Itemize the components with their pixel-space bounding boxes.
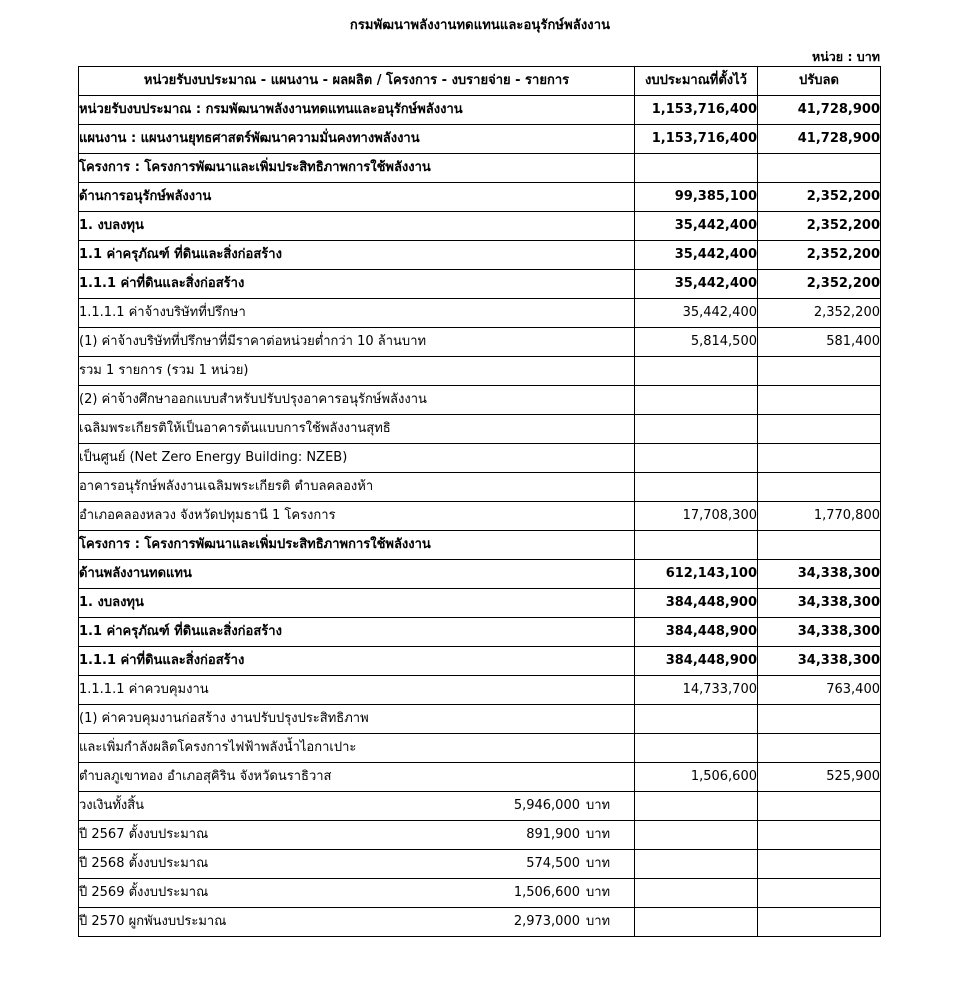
row-reduction-amount: 2,352,200 xyxy=(758,299,881,328)
row-reduction-amount: 2,352,200 xyxy=(758,241,881,270)
row-label: อาคารอนุรักษ์พลังงานเฉลิมพระเกียรติ ตำบลคลองห้า xyxy=(79,473,635,502)
year-row-cell xyxy=(79,850,635,879)
row-label: เป็นศูนย์ (Net Zero Energy Building: NZEB) xyxy=(79,444,635,473)
unit-note: หน่วย : บาท xyxy=(811,49,880,64)
row-budget-amount: 612,143,100 xyxy=(635,560,758,589)
row-budget-amount xyxy=(635,531,758,560)
row-reduction-amount: 34,338,300 xyxy=(758,647,881,676)
row-reduction-amount: 34,338,300 xyxy=(758,589,881,618)
row-budget-amount: 99,385,100 xyxy=(635,183,758,212)
row-budget-amount: 384,448,900 xyxy=(635,647,758,676)
row-reduction-amount: 2,352,200 xyxy=(758,212,881,241)
row-budget-amount: 35,442,400 xyxy=(635,212,758,241)
table-row xyxy=(79,241,881,270)
year-breakdown-row xyxy=(79,821,881,850)
table-row xyxy=(79,212,881,241)
row-reduction-amount: 41,728,900 xyxy=(758,96,881,125)
table-row xyxy=(79,299,881,328)
row-reduction-amount: 41,728,900 xyxy=(758,125,881,154)
row-budget-amount: 384,448,900 xyxy=(635,589,758,618)
row-reduction-amount xyxy=(758,531,881,560)
row-label: 1.1.1 ค่าที่ดินและสิ่งก่อสร้าง xyxy=(79,647,635,676)
row-label: ด้านพลังงานทดแทน xyxy=(79,560,635,589)
year-row-label: ปี 2569 ตั้งงบประมาณ xyxy=(79,885,209,900)
row-label: (1) ค่าจ้างบริษัทที่ปรึกษาที่มีราคาต่อหน่วยต่ำกว่า 10 ล้านบาท xyxy=(79,328,635,357)
year-row-unit: บาท xyxy=(586,798,611,813)
year-row-cell xyxy=(79,908,635,937)
year-row-amount: 1,506,600 xyxy=(513,885,580,900)
row-budget-amount xyxy=(635,734,758,763)
row-label: และเพิ่มกำลังผลิตโครงการไฟฟ้าพลังน้ำไอกาเปาะ xyxy=(79,734,635,763)
row-reduction-amount xyxy=(758,357,881,386)
row-reduction-amount xyxy=(758,444,881,473)
year-row-unit: บาท xyxy=(586,827,611,842)
year-row-label: วงเงินทั้งสิ้น xyxy=(79,798,145,813)
row-budget-amount xyxy=(635,386,758,415)
row-budget-amount xyxy=(635,821,758,850)
year-breakdown-row xyxy=(79,879,881,908)
row-label: ตำบลภูเขาทอง อำเภอสุคิริน จังหวัดนราธิวาส xyxy=(79,763,635,792)
table-row xyxy=(79,270,881,299)
row-label: โครงการ : โครงการพัฒนาและเพิ่มประสิทธิภาพการใช้พลังงาน xyxy=(79,531,635,560)
year-row-cell xyxy=(79,792,635,821)
year-row-amount: 5,946,000 xyxy=(513,798,580,813)
year-breakdown-row xyxy=(79,908,881,937)
row-reduction-amount: 34,338,300 xyxy=(758,618,881,647)
row-label: 1.1.1.1 ค่าควบคุมงาน xyxy=(79,676,635,705)
row-budget-amount xyxy=(635,879,758,908)
row-reduction-amount: 34,338,300 xyxy=(758,560,881,589)
row-label: 1.1.1 ค่าที่ดินและสิ่งก่อสร้าง xyxy=(79,270,635,299)
row-budget-amount: 1,153,716,400 xyxy=(635,96,758,125)
row-label: (2) ค่าจ้างศึกษาออกแบบสำหรับปรับปรุงอาคารอนุรักษ์พลังงาน xyxy=(79,386,635,415)
row-reduction-amount xyxy=(758,473,881,502)
table-row xyxy=(79,328,881,357)
row-label: หน่วยรับงบประมาณ : กรมพัฒนาพลังงานทดแทนและอนุรักษ์พลังงาน xyxy=(79,96,635,125)
row-label: ด้านการอนุรักษ์พลังงาน xyxy=(79,183,635,212)
row-reduction-amount: 2,352,200 xyxy=(758,183,881,212)
table-row xyxy=(79,444,881,473)
row-budget-amount: 1,506,600 xyxy=(635,763,758,792)
year-row-unit: บาท xyxy=(586,914,611,929)
row-budget-amount xyxy=(635,444,758,473)
row-budget-amount: 35,442,400 xyxy=(635,299,758,328)
table-row xyxy=(79,705,881,734)
row-reduction-amount xyxy=(758,908,881,937)
row-reduction-amount xyxy=(758,821,881,850)
row-label: 1. งบลงทุน xyxy=(79,589,635,618)
row-budget-amount xyxy=(635,357,758,386)
row-budget-amount xyxy=(635,908,758,937)
column-header-reduction: ปรับลด xyxy=(758,67,881,96)
row-reduction-amount xyxy=(758,154,881,183)
table-row xyxy=(79,357,881,386)
year-row-amount: 574,500 xyxy=(526,856,580,871)
row-label: 1.1.1.1 ค่าจ้างบริษัทที่ปรึกษา xyxy=(79,299,635,328)
table-row xyxy=(79,473,881,502)
table-row xyxy=(79,96,881,125)
column-header-description: หน่วยรับงบประมาณ - แผนงาน - ผลผลิต / โครงการ - งบรายจ่าย - รายการ xyxy=(79,67,635,96)
year-row-unit: บาท xyxy=(586,885,611,900)
row-label: 1.1 ค่าครุภัณฑ์ ที่ดินและสิ่งก่อสร้าง xyxy=(79,241,635,270)
row-label: 1.1 ค่าครุภัณฑ์ ที่ดินและสิ่งก่อสร้าง xyxy=(79,618,635,647)
column-header-budget: งบประมาณที่ตั้งไว้ xyxy=(635,67,758,96)
row-reduction-amount xyxy=(758,415,881,444)
table-header xyxy=(79,67,881,96)
table-body xyxy=(79,96,881,937)
year-breakdown-row xyxy=(79,792,881,821)
row-reduction-amount xyxy=(758,879,881,908)
row-budget-amount xyxy=(635,792,758,821)
year-row-amount: 891,900 xyxy=(526,827,580,842)
row-reduction-amount xyxy=(758,850,881,879)
row-reduction-amount: 525,900 xyxy=(758,763,881,792)
table-row xyxy=(79,415,881,444)
year-row-unit: บาท xyxy=(586,856,611,871)
row-budget-amount xyxy=(635,415,758,444)
row-budget-amount: 35,442,400 xyxy=(635,270,758,299)
table-row xyxy=(79,676,881,705)
year-row-label: ปี 2570 ผูกพันงบประมาณ xyxy=(79,914,227,929)
row-budget-amount xyxy=(635,473,758,502)
header-row xyxy=(79,67,881,96)
table-row xyxy=(79,154,881,183)
table-row xyxy=(79,183,881,212)
table-row xyxy=(79,386,881,415)
table-row xyxy=(79,502,881,531)
row-reduction-amount xyxy=(758,386,881,415)
year-row-label: ปี 2567 ตั้งงบประมาณ xyxy=(79,827,209,842)
row-label: โครงการ : โครงการพัฒนาและเพิ่มประสิทธิภาพการใช้พลังงาน xyxy=(79,154,635,183)
row-reduction-amount xyxy=(758,792,881,821)
row-reduction-amount: 763,400 xyxy=(758,676,881,705)
year-row-label: ปี 2568 ตั้งงบประมาณ xyxy=(79,856,209,871)
row-label: เฉลิมพระเกียรติให้เป็นอาคารต้นแบบการใช้พลังงานสุทธิ xyxy=(79,415,635,444)
row-budget-amount xyxy=(635,154,758,183)
year-row-cell xyxy=(79,879,635,908)
row-reduction-amount: 581,400 xyxy=(758,328,881,357)
table-row xyxy=(79,763,881,792)
row-budget-amount xyxy=(635,705,758,734)
year-row-amount: 2,973,000 xyxy=(513,914,580,929)
row-budget-amount xyxy=(635,850,758,879)
row-budget-amount: 17,708,300 xyxy=(635,502,758,531)
row-budget-amount: 384,448,900 xyxy=(635,618,758,647)
table-row xyxy=(79,531,881,560)
row-label: 1. งบลงทุน xyxy=(79,212,635,241)
budget-table xyxy=(78,66,881,937)
row-budget-amount: 35,442,400 xyxy=(635,241,758,270)
row-reduction-amount: 1,770,800 xyxy=(758,502,881,531)
table-row xyxy=(79,618,881,647)
year-row-cell xyxy=(79,821,635,850)
table-row xyxy=(79,734,881,763)
row-label: รวม 1 รายการ (รวม 1 หน่วย) xyxy=(79,357,635,386)
row-label: แผนงาน : แผนงานยุทธศาสตร์พัฒนาความมั่นคงทางพลังงาน xyxy=(79,125,635,154)
row-label: อำเภอคลองหลวง จังหวัดปทุมธานี 1 โครงการ xyxy=(79,502,635,531)
row-budget-amount: 14,733,700 xyxy=(635,676,758,705)
row-label: (1) ค่าควบคุมงานก่อสร้าง งานปรับปรุงประสิทธิภาพ xyxy=(79,705,635,734)
table-row xyxy=(79,125,881,154)
year-breakdown-row xyxy=(79,850,881,879)
row-reduction-amount xyxy=(758,734,881,763)
row-reduction-amount xyxy=(758,705,881,734)
row-budget-amount: 1,153,716,400 xyxy=(635,125,758,154)
row-reduction-amount: 2,352,200 xyxy=(758,270,881,299)
table-row xyxy=(79,560,881,589)
row-budget-amount: 5,814,500 xyxy=(635,328,758,357)
table-row xyxy=(79,647,881,676)
table-row xyxy=(79,589,881,618)
page-title: กรมพัฒนาพลังงานทดแทนและอนุรักษ์พลังงาน xyxy=(349,18,611,33)
